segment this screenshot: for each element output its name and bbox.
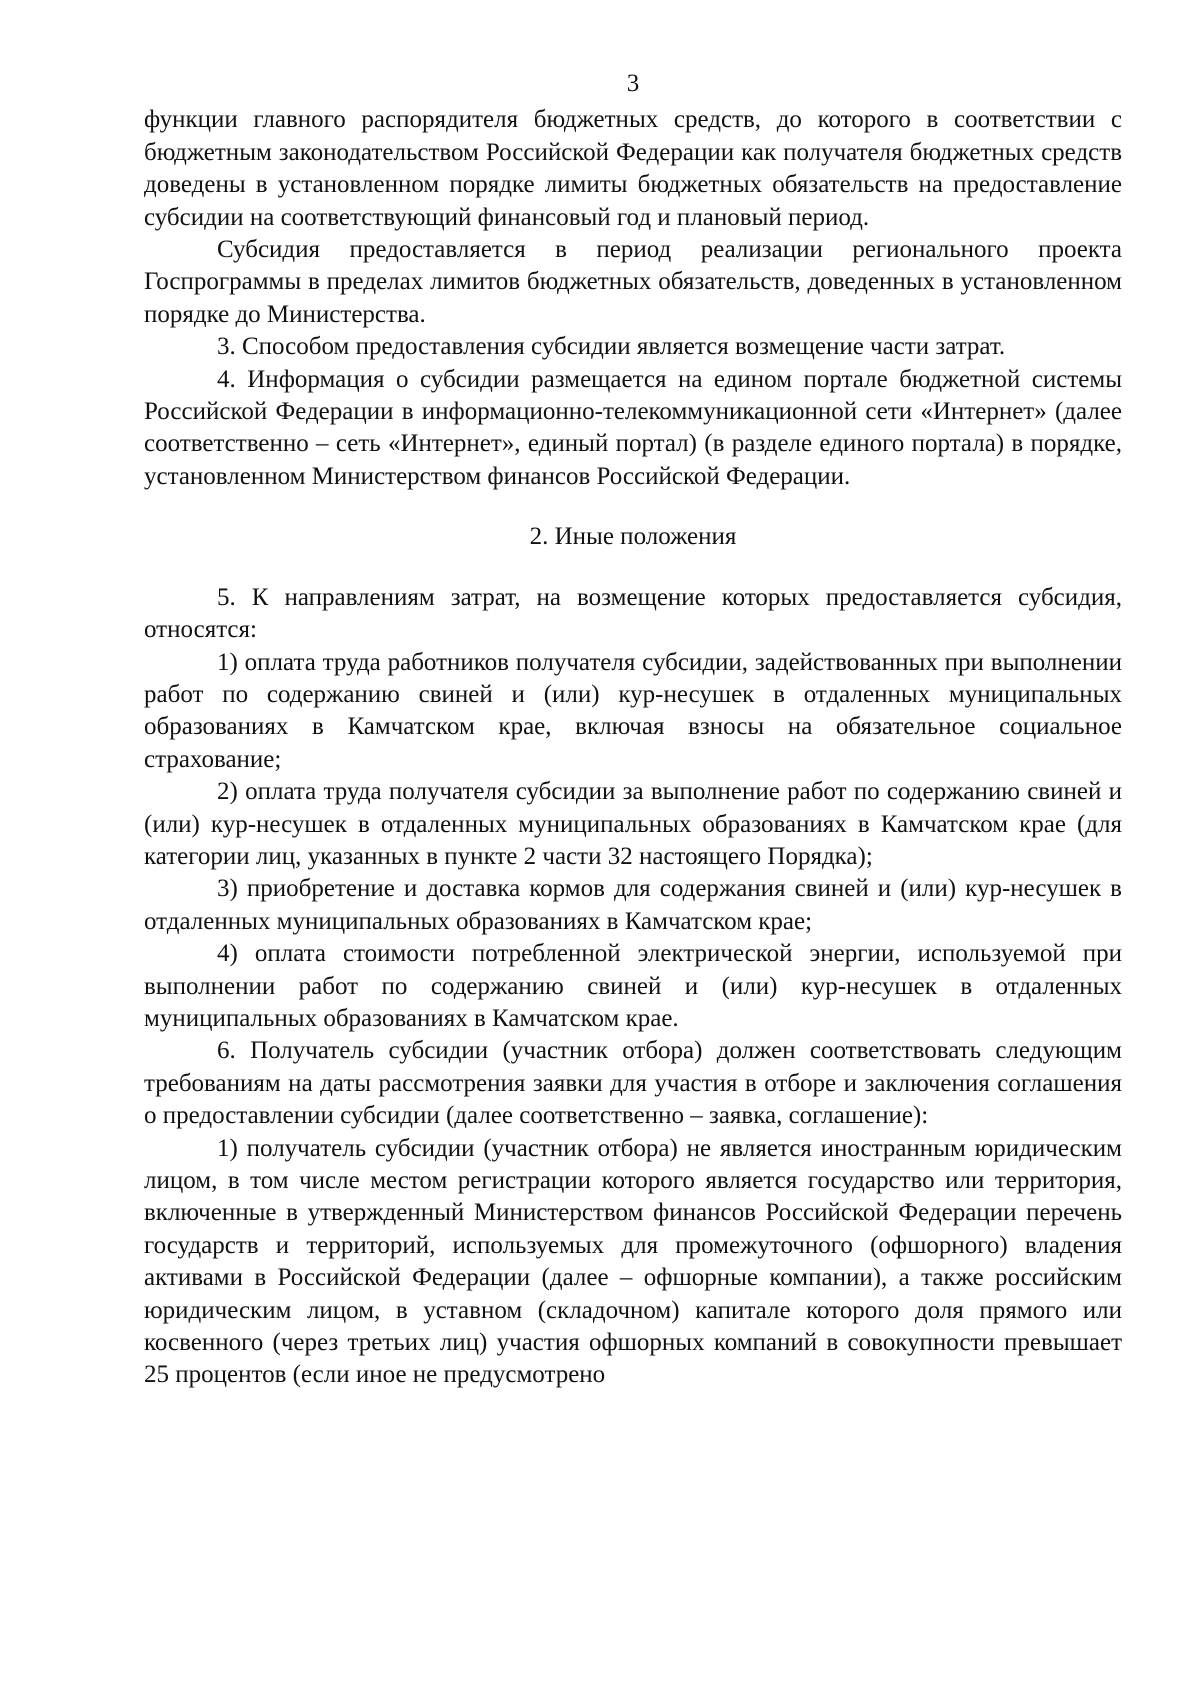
paragraph-subsidy-period: Субсидия предоставляется в период реализации регионального проекта Госпрограммы в пределах лимитов бюджетных обязательств, доведенных в установленном порядке до Министерства. xyxy=(144,236,1122,328)
paragraph-item-6-1: 1) получатель субсидии (участник отбора) не является иностранным юридическим лицом, в том числе местом регистрации которого является государство или территория, включенные в утвержденный Министерством финансов Российской Федерации перечень государств и территорий, используемых для промежуточного (офшорного) владения активами в Российской Федерации (далее – офшорные компании), а также российским юридическим лицом, в уставном (складочном) капитале которого доля прямого или косвенного (через третьих лиц) участия офшорных компаний в совокупности превышает 25 процентов (если иное не предусмотрено xyxy=(144,1134,1122,1389)
paragraph-item-5: 5. К направлениям затрат, на возмещение которых предоставляется субсидия, относятся: xyxy=(144,583,1122,644)
paragraph-continuation: функции главного распорядителя бюджетных средств, до которого в соответствии с бюджетным законодательством Российской Федерации как получателя бюджетных средств доведены в установленном порядке лимиты бюджетных обязательств на предоставление субсидии на соответствующий финансовый год и плановый период. xyxy=(144,106,1122,231)
paragraph-item-4: 4. Информация о субсидии размещается на едином портале бюджетной системы Российской Федерации в информационно-телекоммуникационной сети «Интернет» (далее соответственно – сеть «Интернет», единый портал) (в разделе единого портала) в порядке, установленном Министерством финансов Российской Федерации. xyxy=(144,365,1122,490)
page-number: 3 xyxy=(626,70,640,97)
document-page xyxy=(144,68,1122,1392)
paragraph-item-3: 3. Способом предоставления субсидии является возмещение части затрат. xyxy=(217,333,1006,361)
paragraph-item-5-1: 1) оплата труда работников получателя субсидии, задействованных при выполнении работ по содержанию свиней и (или) кур-несушек в отдаленных муниципальных образованиях в Камчатском крае, включая взносы на обязательное социальное страхование; xyxy=(144,648,1122,773)
paragraph-item-5-4: 4) оплата стоимости потребленной электрической энергии, используемой при выполнении работ по содержанию свиней и (или) кур-несушек в отдаленных муниципальных образованиях в Камчатском крае. xyxy=(144,940,1122,1032)
paragraph-item-5-3: 3) приобретение и доставка кормов для содержания свиней и (или) кур-несушек в отдаленных муниципальных образованиях в Камчатском крае; xyxy=(144,875,1122,935)
paragraph-item-6: 6. Получатель субсидии (участник отбора) должен соответствовать следующим требованиям на даты рассмотрения заявки для участия в отборе и заключения соглашения о предоставлении субсидии (далее соответственно – заявка, соглашение): xyxy=(144,1037,1122,1130)
section-heading: 2. Иные положения xyxy=(529,523,737,551)
paragraph-item-5-2: 2) оплата труда получателя субсидии за выполнение работ по содержанию свиней и (или) кур-несушек в отдаленных муниципальных образованиях в Камчатском крае (для категории лиц, указанных в пункте 2 части 32 настоящего Порядка); xyxy=(144,778,1122,870)
